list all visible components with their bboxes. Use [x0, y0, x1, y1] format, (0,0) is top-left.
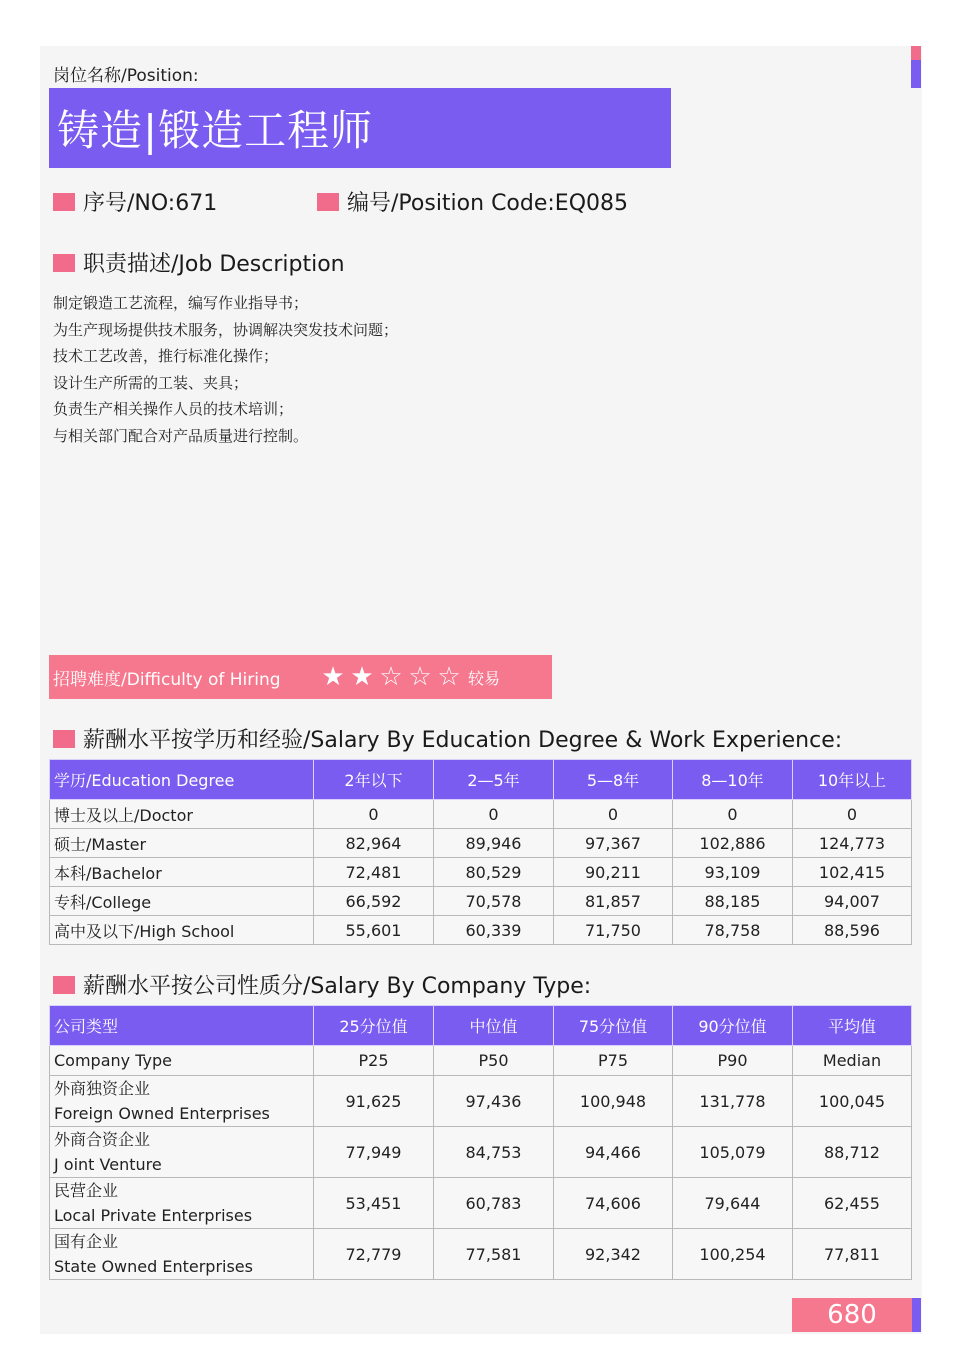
position-title-text: 铸造|锻造工程师	[57, 106, 374, 155]
salary-education-table	[49, 759, 912, 945]
subheader-cell: Company Type	[50, 1046, 314, 1076]
row-label-en: State Owned Enterprises	[54, 1257, 253, 1276]
star-filled-icon: ★	[321, 662, 346, 692]
table-cell: 0	[673, 800, 793, 829]
table-row	[50, 800, 912, 829]
table-cell: 102,886	[673, 829, 793, 858]
position-code	[317, 186, 628, 217]
column-header: 2年以下	[314, 760, 434, 800]
serial-number	[53, 186, 217, 217]
table-cell: 0	[314, 800, 434, 829]
position-code-text: 编号/Position Code:EQ085	[347, 191, 629, 216]
job-description-heading	[53, 247, 345, 278]
column-header: 平均值	[793, 1006, 912, 1046]
job-line: 负责生产相关操作人员的技术培训；	[53, 400, 294, 419]
table-cell: 93,109	[673, 858, 793, 887]
column-header: 8—10年	[673, 760, 793, 800]
table-row	[50, 1178, 912, 1229]
star-empty-icon: ☆	[437, 662, 462, 692]
job-description-heading-text: 职责描述/Job Description	[83, 252, 345, 277]
table-cell: 0	[793, 800, 912, 829]
row-label: 高中及以下/High School	[50, 916, 314, 945]
table-cell: 77,581	[434, 1229, 554, 1280]
column-header: 2—5年	[434, 760, 554, 800]
table-cell: 88,712	[793, 1127, 912, 1178]
table-cell: 77,949	[314, 1127, 434, 1178]
table-cell: 88,596	[793, 916, 912, 945]
column-header: 25分位值	[314, 1006, 434, 1046]
hiring-difficulty-level: 较易	[468, 668, 501, 688]
row-label-cn: 外商独资企业	[54, 1079, 151, 1098]
table-cell: 88,185	[673, 887, 793, 916]
table-cell: 100,948	[554, 1076, 673, 1127]
corner-decoration	[911, 46, 921, 88]
row-label	[50, 1178, 314, 1229]
table-cell: 81,857	[554, 887, 673, 916]
table-row	[50, 1229, 912, 1280]
table-cell: 94,007	[793, 887, 912, 916]
hiring-difficulty-label: 招聘难度/Difficulty of Hiring	[53, 669, 281, 690]
table-cell: 92,342	[554, 1229, 673, 1280]
table-cell: 102,415	[793, 858, 912, 887]
row-label	[50, 1076, 314, 1127]
table-row	[50, 887, 912, 916]
row-label: 本科/Bachelor	[50, 858, 314, 887]
job-line: 设计生产所需的工装、夹具；	[53, 373, 249, 392]
table-cell: 89,946	[434, 829, 554, 858]
table-cell: 80,529	[434, 858, 554, 887]
row-label-cn: 国有企业	[54, 1232, 119, 1251]
table-cell: 82,964	[314, 829, 434, 858]
subheader-cell: P75	[554, 1046, 673, 1076]
column-header: 75分位值	[554, 1006, 673, 1046]
bullet-square-icon	[53, 730, 75, 748]
table-cell: 55,601	[314, 916, 434, 945]
table-cell: 97,367	[554, 829, 673, 858]
table-cell: 0	[554, 800, 673, 829]
row-label: 博士及以上/Doctor	[50, 800, 314, 829]
bullet-square-icon	[53, 254, 75, 272]
job-line: 技术工艺改善，推行标准化操作；	[53, 347, 279, 366]
table-cell: 79,644	[673, 1178, 793, 1229]
table-cell: 53,451	[314, 1178, 434, 1229]
table-cell: 124,773	[793, 829, 912, 858]
row-label-en: Local Private Enterprises	[54, 1206, 253, 1225]
table-cell: 100,254	[673, 1229, 793, 1280]
bullet-square-icon	[53, 976, 75, 994]
page-number-decoration	[912, 1298, 921, 1332]
job-line: 为生产现场提供技术服务，协调解决突发技术问题；	[53, 320, 399, 339]
salary-company-heading	[53, 969, 591, 1000]
table-row	[50, 1127, 912, 1178]
table-cell: 77,811	[793, 1229, 912, 1280]
column-header: 中位值	[434, 1006, 554, 1046]
subheader-cell: P50	[434, 1046, 554, 1076]
table-cell: 60,783	[434, 1178, 554, 1229]
table-header-row	[50, 760, 912, 800]
table-cell: 0	[434, 800, 554, 829]
row-label-en: Foreign Owned Enterprises	[54, 1104, 270, 1123]
job-line: 与相关部门配合对产品质量进行控制。	[53, 426, 309, 445]
table-cell: 71,750	[554, 916, 673, 945]
bullet-square-icon	[317, 193, 339, 211]
salary-education-heading	[53, 723, 842, 754]
row-label	[50, 1127, 314, 1178]
row-label-cn: 民营企业	[54, 1181, 119, 1200]
salary-company-heading-text: 薪酬水平按公司性质分/Salary By Company Type:	[83, 974, 592, 999]
table-cell: 78,758	[673, 916, 793, 945]
star-rating	[319, 662, 464, 692]
subheader-cell: P25	[314, 1046, 434, 1076]
table-cell: 131,778	[673, 1076, 793, 1127]
table-subheader-row	[50, 1046, 912, 1076]
column-header: 10年以上	[793, 760, 912, 800]
table-cell: 105,079	[673, 1127, 793, 1178]
position-title	[49, 88, 671, 168]
table-cell: 91,625	[314, 1076, 434, 1127]
table-cell: 97,436	[434, 1076, 554, 1127]
table-cell: 70,578	[434, 887, 554, 916]
subheader-cell: P90	[673, 1046, 793, 1076]
serial-number-text: 序号/NO:671	[83, 191, 218, 216]
table-cell: 100,045	[793, 1076, 912, 1127]
job-description	[53, 290, 398, 450]
star-empty-icon: ☆	[379, 662, 404, 692]
position-label: 岗位名称/Position:	[53, 66, 199, 86]
table-cell: 90,211	[554, 858, 673, 887]
row-label	[50, 1229, 314, 1280]
row-label: 专科/College	[50, 887, 314, 916]
table-cell: 60,339	[434, 916, 554, 945]
table-cell: 84,753	[434, 1127, 554, 1178]
table-row	[50, 916, 912, 945]
table-row	[50, 1076, 912, 1127]
page-number	[792, 1298, 912, 1332]
table-cell: 94,466	[554, 1127, 673, 1178]
table-cell: 66,592	[314, 887, 434, 916]
row-label-en: J oint Venture	[54, 1155, 162, 1174]
table-row	[50, 858, 912, 887]
table-cell: 62,455	[793, 1178, 912, 1229]
table-cell: 72,779	[314, 1229, 434, 1280]
bullet-square-icon	[53, 193, 75, 211]
column-header: 90分位值	[673, 1006, 793, 1046]
subheader-cell: Median	[793, 1046, 912, 1076]
star-empty-icon: ☆	[408, 662, 433, 692]
column-header: 学历/Education Degree	[50, 760, 314, 800]
hiring-difficulty-bar	[49, 655, 552, 699]
row-label: 硕士/Master	[50, 829, 314, 858]
table-cell: 72,481	[314, 858, 434, 887]
column-header: 5—8年	[554, 760, 673, 800]
table-cell: 74,606	[554, 1178, 673, 1229]
column-header: 公司类型	[50, 1006, 314, 1046]
table-header-row	[50, 1006, 912, 1046]
table-row	[50, 829, 912, 858]
salary-education-heading-text: 薪酬水平按学历和经验/Salary By Education Degree & Work Experience:	[83, 728, 843, 753]
salary-company-table	[49, 1005, 912, 1280]
star-filled-icon: ★	[350, 662, 375, 692]
row-label-cn: 外商合资企业	[54, 1130, 151, 1149]
job-line: 制定锻造工艺流程，编写作业指导书；	[53, 294, 309, 312]
page-number-text: 680	[827, 1300, 877, 1330]
